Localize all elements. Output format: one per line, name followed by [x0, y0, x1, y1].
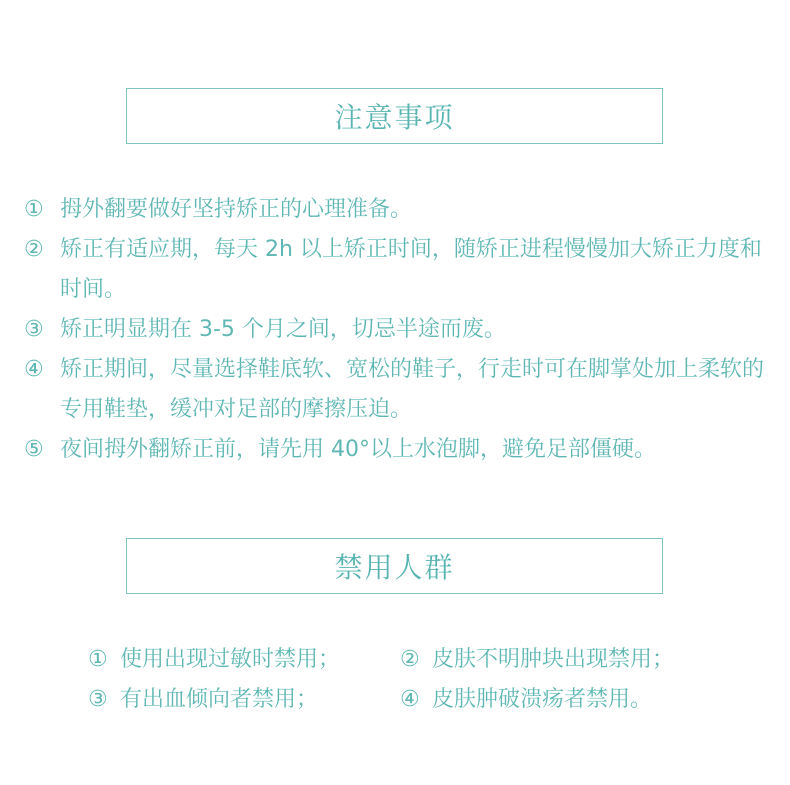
section-title-contraindications	[126, 538, 663, 594]
section-title-text: 注意事项	[334, 101, 455, 134]
list-item	[400, 680, 652, 720]
item-text: 有出血倾向者禁用；	[120, 687, 319, 712]
item-text: 使用出现过敏时禁用；	[120, 647, 341, 672]
list-item	[24, 190, 774, 230]
item-text: 拇外翻要做好坚持矫正的心理准备。	[60, 197, 413, 222]
list-item	[24, 430, 774, 470]
list-item	[24, 350, 774, 430]
item-number: ④	[24, 357, 44, 382]
contraindications-list	[88, 640, 674, 720]
item-number: ①	[24, 197, 44, 222]
list-item	[400, 640, 674, 680]
list-item	[24, 230, 774, 310]
item-text: 矫正有适应期，每天 2h 以上矫正时间，随矫正进程慢慢加大矫正力度和时间。	[60, 237, 762, 302]
section-title-text: 禁用人群	[334, 551, 455, 584]
item-number: ③	[24, 317, 44, 342]
item-number: ③	[88, 687, 108, 712]
item-text: 矫正明显期在 3-5 个月之间，切忌半途而废。	[60, 317, 506, 342]
item-text: 皮肤肿破溃疡者禁用。	[432, 687, 653, 712]
item-text: 皮肤不明肿块出现禁用；	[432, 647, 675, 672]
list-row	[88, 640, 674, 680]
item-text: 矫正期间，尽量选择鞋底软、宽松的鞋子，行走时可在脚掌处加上柔软的专用鞋垫，缓冲对足部的摩擦压迫。	[60, 357, 765, 422]
item-number: ②	[400, 647, 420, 672]
item-number: ②	[24, 237, 44, 262]
list-item	[88, 680, 400, 720]
list-item	[88, 640, 400, 680]
list-item	[24, 310, 774, 350]
item-number: ①	[88, 647, 108, 672]
item-text: 夜间拇外翻矫正前，请先用 40°以上水泡脚，避免足部僵硬。	[60, 437, 656, 462]
list-row	[88, 680, 674, 720]
section-title-precautions	[126, 88, 663, 144]
precautions-list	[24, 190, 774, 470]
item-number: ④	[400, 687, 420, 712]
item-number: ⑤	[24, 437, 44, 462]
